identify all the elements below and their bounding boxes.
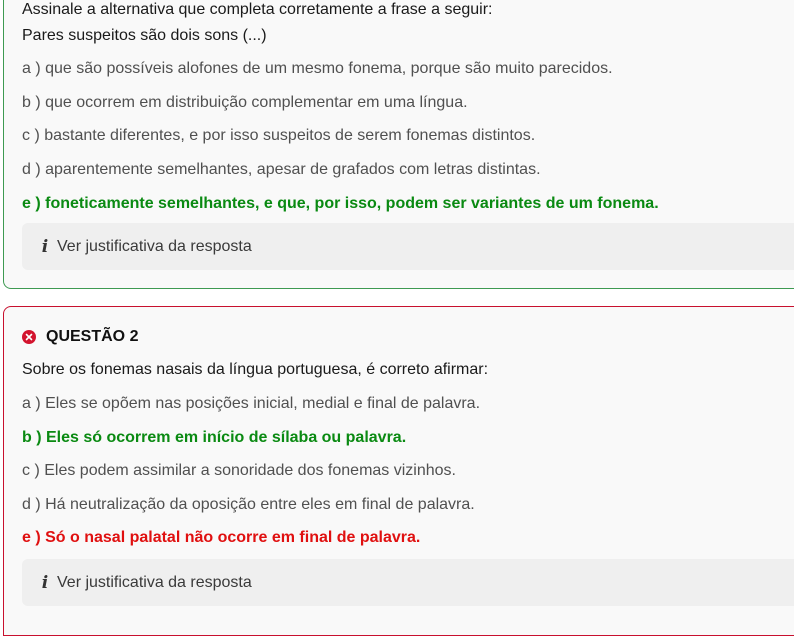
- question-title: QUESTÃO 2: [46, 328, 139, 345]
- question-prompt-line-2: Pares suspeitos são dois sons (...): [22, 27, 267, 44]
- view-justification-button[interactable]: [22, 223, 794, 270]
- option-a: a ) que são possíveis alofones de um mesmo fonema, porque são muito parecidos.: [22, 60, 613, 77]
- view-justification-button[interactable]: [22, 559, 794, 606]
- option-d: d ) Há neutralização da oposição entre eles em final de palavra.: [22, 496, 475, 513]
- option-a: a ) Eles se opõem nas posições inicial, medial e final de palavra.: [22, 395, 481, 412]
- option-e-correct: e ) foneticamente semelhantes, e que, por isso, podem ser variantes de um fonema.: [22, 195, 659, 212]
- view-justification-label: Ver justificativa da resposta: [57, 573, 252, 591]
- option-b: b ) que ocorrem em distribuição complementar em uma língua.: [22, 94, 468, 111]
- option-d: d ) aparentemente semelhantes, apesar de grafados com letras distintas.: [22, 161, 541, 178]
- option-b-correct: b ) Eles só ocorrem em início de sílaba ou palavra.: [22, 429, 407, 446]
- option-c: c ) bastante diferentes, e por isso suspeitos de serem fonemas distintos.: [22, 127, 536, 144]
- question-prompt: Sobre os fonemas nasais da língua portuguesa, é correto afirmar:: [22, 361, 489, 378]
- question-header: [22, 327, 138, 347]
- info-icon: i: [41, 572, 49, 593]
- x-circle-icon: [22, 330, 36, 344]
- option-c: c ) Eles podem assimilar a sonoridade dos fonemas vizinhos.: [22, 462, 456, 479]
- question-card-2: [3, 306, 794, 636]
- view-justification-label: Ver justificativa da resposta: [57, 237, 252, 255]
- question-prompt-line-1: Assinale a alternativa que completa corretamente a frase a seguir:: [22, 1, 493, 18]
- info-icon: i: [41, 236, 49, 257]
- option-e-wrong: e ) Só o nasal palatal não ocorre em final de palavra.: [22, 529, 421, 546]
- question-card-1: [3, 0, 794, 289]
